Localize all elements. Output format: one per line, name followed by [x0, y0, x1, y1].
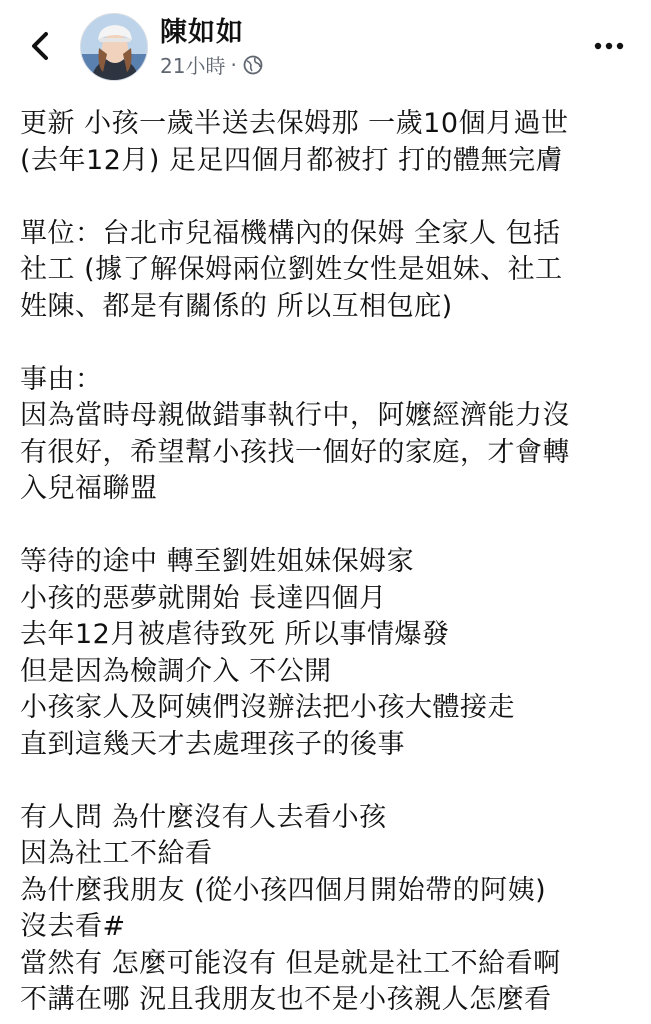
post-line: 因為當時母親做錯事執行中，阿嬤經濟能力沒	[20, 400, 570, 431]
post-line: (去年12月) 足足四個月都被打 打的體無完膚	[20, 144, 564, 176]
author-name[interactable]: 陳如如	[160, 17, 244, 48]
paragraph-gap	[20, 325, 640, 362]
post-line: 去年12月被虐待致死 所以事情爆發	[20, 619, 450, 650]
post-header	[0, 0, 651, 92]
more-horizontal-icon	[594, 42, 624, 50]
paragraph-gap	[20, 179, 640, 216]
post-line: 不講在哪 況且我朋友也不是小孩親人怎麼看	[20, 984, 552, 1015]
post-line: 等待的途中 轉至劉姓姐妹保姆家	[20, 546, 415, 577]
post-line: 直到這幾天才去處理孩子的後事	[20, 728, 405, 760]
paragraph	[20, 106, 640, 179]
post-text	[20, 106, 640, 1019]
post-line: 社工 (據了解保姆兩位劉姓女性是姐妹、社工	[20, 254, 563, 285]
paragraph-gap	[20, 508, 640, 545]
post-line: 姓陳、都是有關係的 所以互相包庇)	[20, 290, 453, 322]
post-line: 當然有 怎麼可能沒有 但是就是社工不給看啊	[20, 947, 561, 979]
post-line: 有人問 為什麼沒有人去看小孩	[20, 801, 387, 833]
more-options-button[interactable]	[589, 32, 629, 60]
post-line: 但是因為檢調介入 不公開	[20, 655, 332, 687]
globe-icon	[243, 55, 263, 75]
paragraph	[20, 544, 640, 763]
post-line: 更新 小孩一歲半送去保姆那 一歲10個月過世	[20, 108, 569, 139]
post-line: 因為社工不給看	[20, 838, 213, 869]
post-line: 沒去看#	[20, 911, 126, 942]
post-line: 入兒福聯盟	[20, 473, 158, 504]
paragraph-gap	[20, 763, 640, 800]
post-line: 小孩家人及阿姨們沒辦法把小孩大體接走	[20, 692, 515, 723]
back-button[interactable]	[20, 24, 60, 68]
post-line: 小孩的惡夢就開始 長達四個月	[20, 582, 387, 614]
timestamp[interactable]: 21小時	[160, 54, 226, 78]
paragraph	[20, 800, 640, 1019]
meta-separator: ·	[230, 52, 237, 77]
post-line: 事由：	[20, 363, 103, 395]
paragraph	[20, 362, 640, 508]
paragraph	[20, 216, 640, 326]
post-meta	[160, 50, 263, 79]
chevron-left-icon	[29, 31, 51, 61]
post-line: 為什麼我朋友 (從小孩四個月開始帶的阿姨)	[20, 874, 547, 906]
avatar[interactable]	[80, 13, 148, 81]
post-line: 單位：台北市兒福機構內的保姆 全家人 包括	[20, 217, 561, 249]
post-line: 有很好，希望幫小孩找一個好的家庭，才會轉	[20, 436, 570, 468]
